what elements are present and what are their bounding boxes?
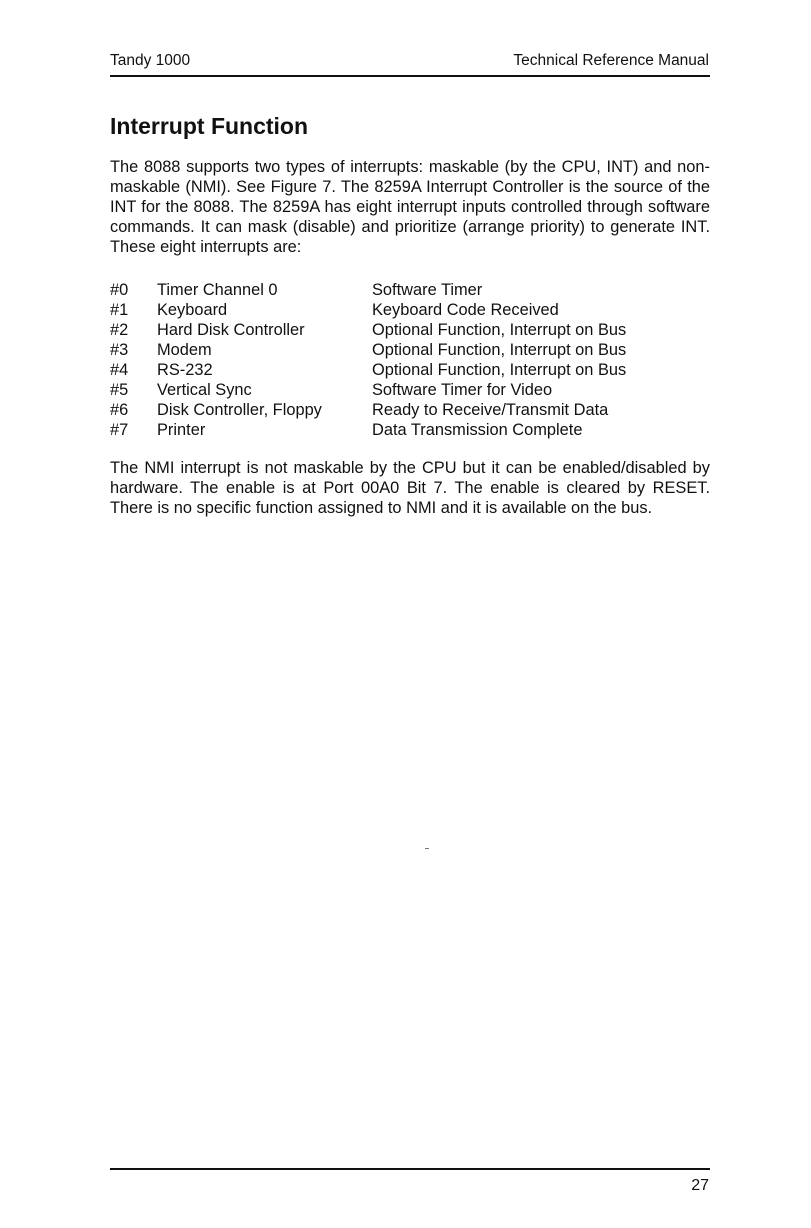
interrupt-row [110,420,710,440]
interrupt-row [110,320,710,340]
interrupt-row [110,300,710,320]
interrupt-function: Data Transmission Complete [372,421,583,439]
interrupt-source: Disk Controller, Floppy [157,401,322,419]
interrupt-function: Ready to Receive/Transmit Data [372,401,609,419]
footer-rule [110,1168,710,1170]
interrupt-source: RS-232 [157,361,213,379]
interrupt-number: #7 [110,421,129,439]
interrupt-function: Optional Function, Interrupt on Bus [372,321,627,339]
interrupt-function: Software Timer for Video [372,381,553,399]
interrupt-row [110,400,710,420]
interrupt-source: Timer Channel 0 [157,281,278,299]
interrupt-number: #1 [110,301,129,319]
interrupt-list [110,280,710,440]
interrupt-number: #5 [110,381,129,399]
interrupt-source: Keyboard [157,301,228,319]
interrupt-function: Optional Function, Interrupt on Bus [372,361,627,379]
interrupt-number: #2 [110,321,129,339]
interrupt-number: #6 [110,401,129,419]
interrupt-function: Keyboard Code Received [372,301,559,319]
interrupt-number: #4 [110,361,129,379]
interrupt-row [110,340,710,360]
interrupt-source: Vertical Sync [157,381,252,399]
intro-paragraph: The 8088 supports two types of interrupts: maskable (by the CPU, INT) and non-maskable (NMI). See Figure 7. The 8259A Interrupt Controller is the source of the INT for the 8088. The 8259A has eight interrupt inputs controlled through software commands. It can mask (disable) and prioritize (arrange priority) to generate INT. These eight interrupts are: [110,158,710,256]
interrupt-function: Optional Function, Interrupt on Bus [372,341,627,359]
interrupt-function: Software Timer [372,281,483,299]
interrupt-row [110,380,710,400]
interrupt-number: #3 [110,341,129,359]
section-title: Interrupt Function [110,113,309,139]
header-document-title: Tandy 1000 [110,52,191,69]
interrupt-row [110,360,710,380]
nmi-paragraph: The NMI interrupt is not maskable by the CPU but it can be enabled/disabled by hardware. The enable is at Port 00A0 Bit 7. The enable is cleared by RESET. There is no specific function assigned to NMI and it is available on the bus. [110,459,710,517]
running-header [110,52,709,76]
scan-speck [425,848,429,849]
interrupt-number: #0 [110,281,129,299]
interrupt-source: Printer [157,421,206,439]
page-number: 27 [691,1177,709,1194]
header-manual-title: Technical Reference Manual [513,52,709,69]
interrupt-source: Modem [157,341,212,359]
interrupt-source: Hard Disk Controller [157,321,305,339]
header-rule [110,75,710,77]
interrupt-row [110,280,710,300]
